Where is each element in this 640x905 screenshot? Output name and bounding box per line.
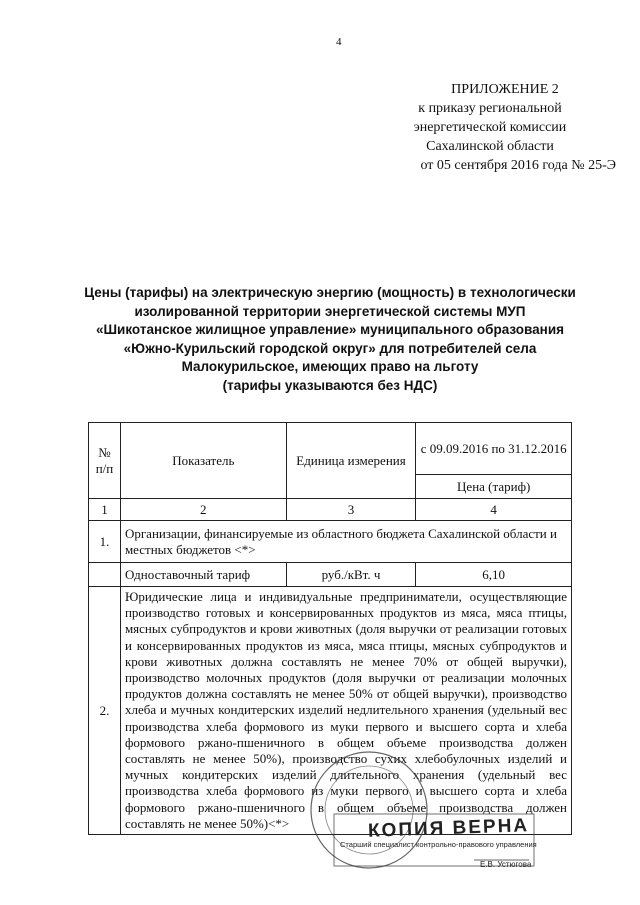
document-title: [60, 284, 600, 395]
title-line: (тарифы указываются без НДС): [222, 377, 438, 393]
column-number-row: [89, 499, 572, 521]
section-text: Организации, финансируемые из областного бюджета Сахалинской области и местных бюджетов <*>: [120, 521, 571, 563]
appendix-title: ПРИЛОЖЕНИЕ 2: [451, 82, 559, 97]
row-num: 1.: [89, 521, 121, 563]
appendix-block: [370, 80, 616, 175]
stamp-title: КОПИЯ ВЕРНА: [367, 815, 530, 842]
rate-value: 6,10: [416, 563, 572, 587]
table-row: [89, 563, 572, 587]
title-line: Цены (тарифы) на электрическую энергию (мощность) в технологически: [84, 285, 576, 300]
table-header-row: [89, 423, 572, 475]
appendix-line: энергетической комиссии: [413, 120, 567, 135]
row-num: 2.: [89, 587, 121, 835]
stamp-subtitle: Старший специалист контрольно-правового управления: [340, 840, 537, 849]
header-price: Цена (тариф): [416, 475, 572, 499]
rate-indicator: Одноставочный тариф: [120, 563, 286, 587]
tariff-table: [88, 422, 572, 835]
section-text: Юридические лица и индивидуальные предприниматели, осуществляющие производство готовых и консервированных продуктов из мяса, мяса птицы, мясных субпродуктов и крови животных (доля выручки от реализации готовых и консервированных продуктов из мяса, мяса птицы, мясных субпродуктов и крови животных должна составлять не менее 70% от общей выручки), производство молочных продуктов (доля выручки от реализации молочных продуктов должна составлять не менее 50% от общей выручки), производство хлеба и мучных кондитерских изделий недлительного хранения (удельный вес производства хлеба формового из муки первого и высшего сорта и хлеба формового ржано-пшеничного в общем объеме производства должен составлять не менее 50%), производство сухих хлебобулочных изделий и мучных кондитерских изделий длительного хранения (удельный вес производства хлеба формового из муки первого и высшего сорта и хлеба формового ржано-пшеничного в общем объеме производства должен составлять не менее 50%)<*>: [120, 587, 571, 835]
title-line: изолированной территории энергетической системы МУП: [134, 303, 526, 319]
header-unit: Единица измерения: [286, 423, 416, 499]
empty-cell: [89, 563, 121, 587]
title-line: Малокурильское, имеющих право на льготу: [181, 359, 479, 374]
appendix-line: Сахалинской области: [426, 139, 554, 154]
rate-unit: руб./кВт. ч: [286, 563, 416, 587]
table-row: [89, 521, 572, 563]
column-number: 2: [120, 499, 286, 521]
column-number: 1: [89, 499, 121, 521]
appendix-order-date: от 05 сентября 2016 года № 25-Э: [420, 158, 616, 173]
header-num: № п/п: [89, 423, 121, 499]
column-number: 4: [416, 499, 572, 521]
title-line: «Шикотанское жилищное управление» муниципального образования: [95, 322, 565, 337]
header-indicator: Показатель: [120, 423, 286, 499]
column-number: 3: [286, 499, 416, 521]
stamp-signer: Е.В. Устюгова: [480, 860, 532, 869]
table-row: [89, 587, 572, 835]
appendix-line: к приказу региональной: [418, 101, 562, 116]
page-number: 4: [336, 36, 342, 48]
title-line: «Южно-Курильский городской округ» для потребителей села: [123, 340, 537, 356]
header-period: с 09.09.2016 по 31.12.2016: [416, 423, 572, 475]
